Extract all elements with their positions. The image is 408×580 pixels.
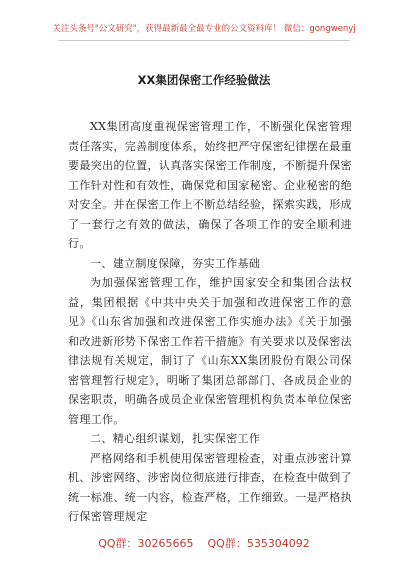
document-title: XX集团保密工作经验做法 — [137, 73, 271, 87]
paragraph-intro: XX集团高度重视保密管理工作，不断强化保密管理责任落实，完善制度体系，始终把严守保密纪律摆在最重要最突出的位置，认真落实保密工作制度，不断提升保密工作针对性和有效性，确保党和国家秘密、企业秘密的绝对安全。并在保密工作上不断总结经验，探索实践，形成了一套行之有效的做法，确保了各项工作的安全顺利进行。 — [68, 120, 352, 250]
document-body — [68, 117, 352, 566]
paragraph-section-1: 为加强保密管理工作，维护国家安全和集团合法权益，集团根据《中共中央关于加强和改进保密工作的意见》《山东省加强和改进保密工作实施办法》《关于加强和改进新形势下保密工作若干措施》有关要求以及保密法律法规有关规定，制订了《山东XX集团股份有限公司保密管理暂行规定》，明晰了集团总部部门、各成员企业的保密职责，明确各成员企业保密管理机构负责本单位保密管理工作。 — [68, 276, 352, 426]
section-heading-2: 二、精心组织谋划，扎实保密工作 — [90, 432, 261, 445]
paragraph-section-2: 严格网络和手机使用保密管理检查，对重点涉密计算机、涉密网络、涉密岗位彻底进行排查，在检查中做到了统一标准、统一内容，检查严格，工作细致。一是严格执行保密管理规定 — [68, 451, 352, 523]
footer — [0, 535, 408, 551]
header-divider — [58, 40, 350, 41]
footer-qq-group-2: QQ群：535304092 — [207, 537, 310, 550]
section-heading-1: 一、建立制度保障，夯实工作基础 — [90, 256, 261, 270]
header-note: 关注头条号"公文研究"，获得最新最全最专业的公文资料库！ 微信：gongwenyj — [52, 24, 356, 34]
footer-qq-group-1: QQ群：30265665 — [98, 537, 194, 550]
